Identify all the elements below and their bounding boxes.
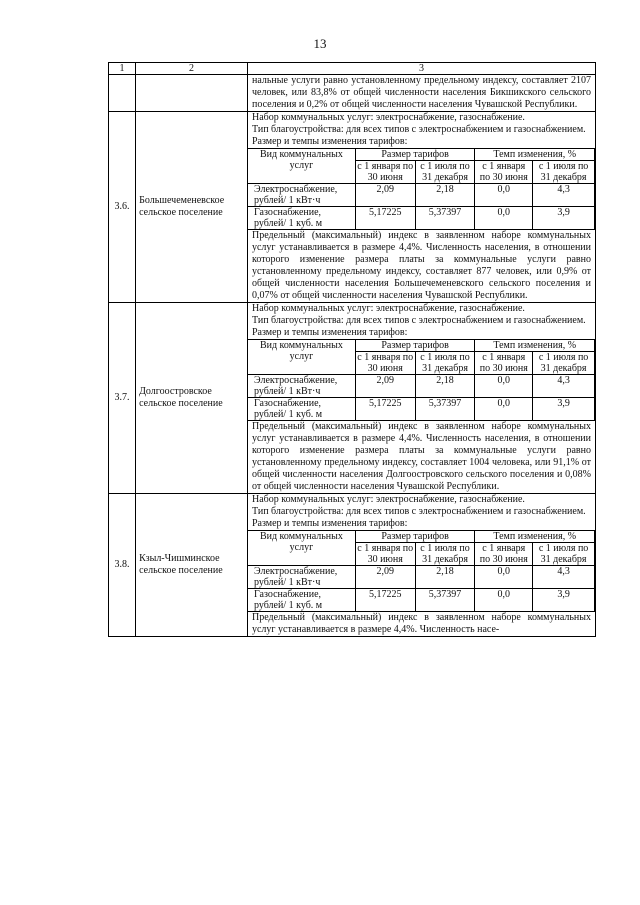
size-header: Размер тарифов xyxy=(355,531,475,543)
tariff-rate-h1: 0,0 xyxy=(475,398,533,421)
tariff-kind: Газоснабжение, рублей/ 1 куб. м xyxy=(247,398,355,421)
tariff-kind: Газоснабжение, рублей/ 1 куб. м xyxy=(247,207,355,230)
period-1-header: с 1 января по 30 июня xyxy=(357,543,414,565)
settlement-name: Большечеменевское сельское поселение xyxy=(136,112,248,303)
services-set: Набор коммунальных услуг: электроснабжение, газоснабжение. xyxy=(251,112,525,123)
services-set: Набор коммунальных услуг: электроснабжение, газоснабжение. xyxy=(251,494,525,505)
improvement-type: Тип благоустройства: для всех типов с электроснабжением и газоснабжением. xyxy=(251,124,586,135)
continuation-row xyxy=(109,75,596,112)
max-index-text: Предельный (максимальный) индекс в заявленном наборе коммунальных услуг устанавливается в размере 4,4%. Численность насе- xyxy=(251,612,591,635)
row-number: 3.7. xyxy=(109,303,136,494)
tariff-size-h2: 5,37397 xyxy=(415,398,475,421)
tariff-row xyxy=(247,589,594,612)
tariffs-label: Размер и темпы изменения тарифов: xyxy=(251,136,408,147)
rate-header: Темп изменения, % xyxy=(475,149,595,161)
tariff-size-h2: 5,37397 xyxy=(415,589,475,612)
tariff-size-h2: 2,18 xyxy=(415,566,475,589)
column-number-row xyxy=(109,63,596,75)
tariff-rate-h1: 0,0 xyxy=(475,207,533,230)
tariff-rate-h2: 4,3 xyxy=(533,375,595,398)
period-2-header: с 1 июля по 31 декабря xyxy=(533,543,595,566)
tariff-kind: Электроснабжение, рублей/ 1 кВт·ч xyxy=(247,566,355,589)
settlement-row xyxy=(109,303,596,494)
tariff-kind: Газоснабжение, рублей/ 1 куб. м xyxy=(247,589,355,612)
tariff-row xyxy=(247,375,594,398)
tariff-table xyxy=(108,62,596,637)
tariff-rate-h2: 4,3 xyxy=(533,184,595,207)
tariff-size-h2: 5,37397 xyxy=(415,207,475,230)
tariff-subtable xyxy=(247,339,595,421)
period-2-header: с 1 июля по 31 декабря xyxy=(533,352,595,375)
tariff-rate-h2: 3,9 xyxy=(533,398,595,421)
period-1-header: с 1 января по 30 июня xyxy=(357,352,414,374)
period-2-header: с 1 июля по 31 декабря xyxy=(415,543,475,566)
column-number-1: 1 xyxy=(109,63,136,75)
tariff-rate-h1: 0,0 xyxy=(475,184,533,207)
period-2-header: с 1 июля по 31 декабря xyxy=(415,161,475,184)
improvement-type: Тип благоустройства: для всех типов с электроснабжением и газоснабжением. xyxy=(251,506,586,517)
tariff-size-h1: 5,17225 xyxy=(355,589,415,612)
tariff-kind: Электроснабжение, рублей/ 1 кВт·ч xyxy=(247,184,355,207)
settlement-row xyxy=(109,494,596,637)
page-number: 13 xyxy=(313,36,327,51)
max-index-text: Предельный (максимальный) индекс в заявленном наборе коммунальных услуг устанавливается в размере 4,4%. Численность населения, в отношении которого изменение размера платы за коммунальные услуги равно установленному предельному индексу, составляет 877 человек, или 0,9% от общей численности населения Большечеменевского сельского поселения и 0,07% от общей численности населения Чувашской Республики. xyxy=(251,230,591,301)
tariff-rate-h2: 4,3 xyxy=(533,566,595,589)
row-number: 3.8. xyxy=(109,494,136,637)
period-2-header: с 1 июля по 31 декабря xyxy=(415,352,475,375)
tariffs-label: Размер и темпы изменения тарифов: xyxy=(251,327,408,338)
period-1-header: с 1 января по 30 июня xyxy=(475,161,533,184)
settlement-name: Долгоостровское сельское поселение xyxy=(136,303,248,494)
max-index-text: Предельный (максимальный) индекс в заявленном наборе коммунальных услуг устанавливается в размере 4,4%. Численность населения, в отношении которого изменение размера платы за коммунальные услуги равно установленному предельному индексу, составляет 1004 человека, или 91,1% от общей численности населения Долгоостровского сельского поселения и 0,08% от общей численности населения Чувашской Республики. xyxy=(251,421,591,492)
row-number: 3.6. xyxy=(109,112,136,303)
tariff-kind: Электроснабжение, рублей/ 1 кВт·ч xyxy=(247,375,355,398)
period-1-header: с 1 января по 30 июня xyxy=(475,352,533,375)
tariff-row xyxy=(247,207,594,230)
tariff-size-h1: 2,09 xyxy=(355,184,415,207)
settlement-name: Кзыл-Чишминское сельское поселение xyxy=(136,494,248,637)
tariff-size-h2: 2,18 xyxy=(415,184,475,207)
tariff-rate-h1: 0,0 xyxy=(475,566,533,589)
kind-header: Вид коммунальных услуг xyxy=(247,531,355,566)
tariff-row xyxy=(247,184,594,207)
tariff-size-h1: 5,17225 xyxy=(355,398,415,421)
kind-header: Вид коммунальных услуг xyxy=(247,149,355,184)
tariff-row xyxy=(247,566,594,589)
column-number-2: 2 xyxy=(136,63,248,75)
tariff-size-h2: 2,18 xyxy=(415,375,475,398)
services-set: Набор коммунальных услуг: электроснабжение, газоснабжение. xyxy=(251,303,525,314)
tariff-rate-h2: 3,9 xyxy=(533,589,595,612)
period-1-header: с 1 января по 30 июня xyxy=(475,543,533,566)
rate-header: Темп изменения, % xyxy=(475,340,595,352)
column-number-3: 3 xyxy=(247,63,595,75)
tariff-subtable xyxy=(247,530,595,612)
tariff-rate-h1: 0,0 xyxy=(475,375,533,398)
period-1-header: с 1 января по 30 июня xyxy=(357,161,414,183)
improvement-type: Тип благоустройства: для всех типов с электроснабжением и газоснабжением. xyxy=(251,315,586,326)
tariff-subtable xyxy=(247,148,595,230)
size-header: Размер тарифов xyxy=(355,149,475,161)
tariff-row xyxy=(247,398,594,421)
settlement-row xyxy=(109,112,596,303)
kind-header: Вид коммунальных услуг xyxy=(247,340,355,375)
tariffs-label: Размер и темпы изменения тарифов: xyxy=(251,518,408,529)
continuation-text: нальные услуги равно установленному предельному индексу, составляет 2107 человек, или 83,8% от общей численности населения Бикшикского сельского поселения и 0,2% от общей численности населения Чувашской Республики. xyxy=(251,75,591,110)
tariff-size-h1: 2,09 xyxy=(355,566,415,589)
size-header: Размер тарифов xyxy=(355,340,475,352)
rate-header: Темп изменения, % xyxy=(475,531,595,543)
tariff-rate-h1: 0,0 xyxy=(475,589,533,612)
tariff-rate-h2: 3,9 xyxy=(533,207,595,230)
tariff-size-h1: 2,09 xyxy=(355,375,415,398)
tariff-size-h1: 5,17225 xyxy=(355,207,415,230)
period-2-header: с 1 июля по 31 декабря xyxy=(533,161,595,184)
